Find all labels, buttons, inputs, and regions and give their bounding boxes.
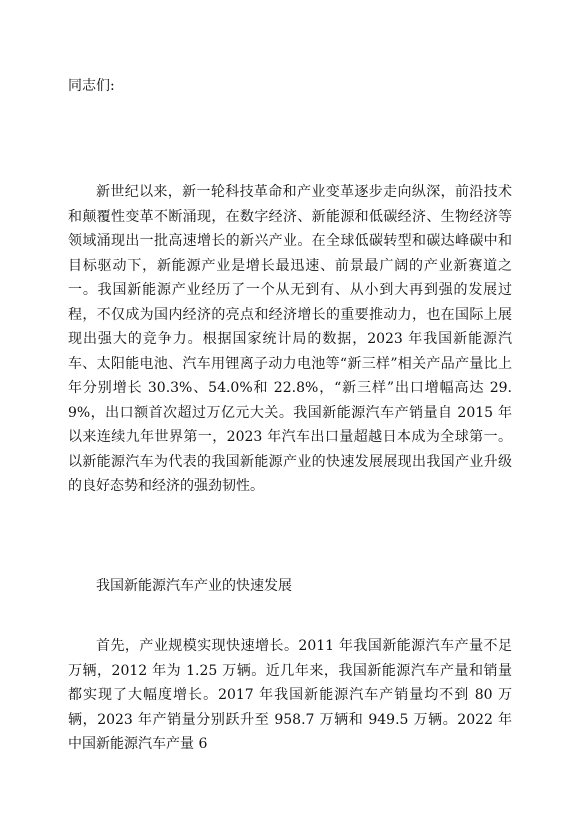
salutation: 同志们:: [68, 78, 115, 94]
body-paragraph-2: 首先，产业规模实现快速增长。2011 年我国新能源汽车产量不足万辆，2012 年为 1.25 万辆。近几年来，我国新能源汽车产量和销量都实现了大幅度增长。2017 年我国新能源汽车产销量均不到 80 万辆，2023 年产销量分别跃升至 958.7 万辆和 949.5 万辆。2022 年中国新能源汽车产量 6: [68, 638, 512, 752]
body-paragraph-1: 新世纪以来，新一轮科技革命和产业变革逐步走向纵深，前沿技术和颠覆性变革不断涌现，在数字经济、新能源和低碳经济、生物经济等领域涌现出一批高速增长的新兴产业。在全球低碳转型和碳达峰碳中和目标驱动下，新能源产业是增长最迅速、前景最广阔的产业新赛道之一。我国新能源产业经历了一个从无到有、从小到大再到强的发展过程，不仅成为国内经济的亮点和经济增长的重要推动力，也在国际上展现出强大的竞争力。根据国家统计局的数据，2023 年我国新能源汽车、太阳能电池、汽车用锂离子动力电池等“新三样”相关产品产量比上年分别增长 30.3%、54.0%和 22.8%，“新三样”出口增幅高达 29.9%，出口额首次超过万亿元大关。我国新能源汽车产销量自 2015 年以来连续九年世界第一，2023 年汽车出口量超越日本成为全球第一。以新能源汽车为代表的我国新能源产业的快速发展展现出我国产业升级的良好态势和经济的强劲韧性。: [68, 184, 512, 494]
section-heading: 我国新能源汽车产业的快速发展: [96, 578, 292, 594]
